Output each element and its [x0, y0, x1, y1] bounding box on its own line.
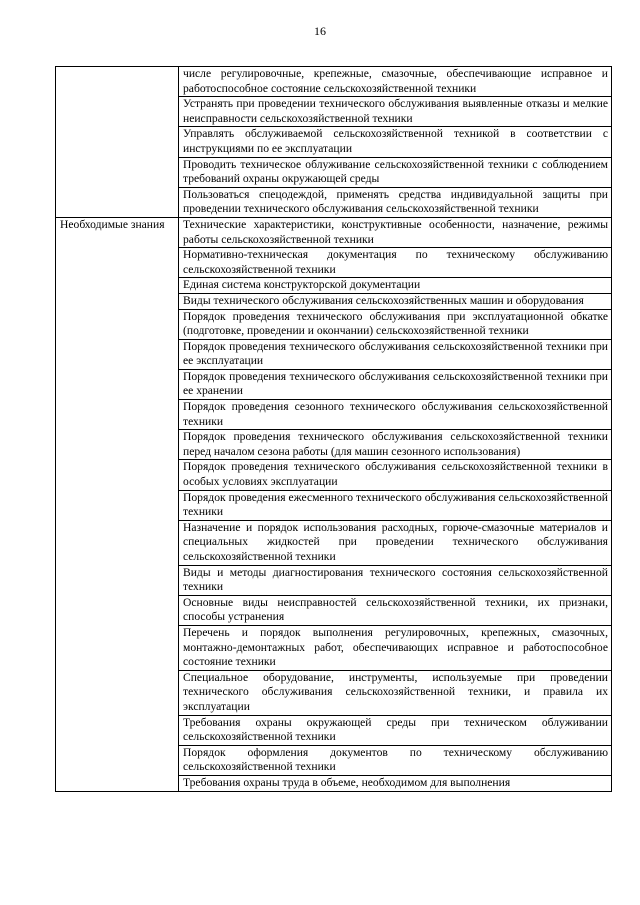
requirement-cell: Управлять обслуживаемой сельскохозяйственной техникой в соответствии с инструкциями по ее эксплуатации — [179, 127, 612, 157]
requirement-cell: Виды технического обслуживания сельскохозяйственных машин и оборудования — [179, 293, 612, 309]
requirement-cell: Порядок проведения технического обслуживания сельскохозяйственной техники при ее хранении — [179, 369, 612, 399]
requirement-cell: Порядок проведения ежесменного технического обслуживания сельскохозяйственной техники — [179, 490, 612, 520]
requirement-cell: Перечень и порядок выполнения регулировочных, крепежных, смазочных, монтажно-демонтажных работ, обеспечивающих исправное и работоспособное состояние техники — [179, 625, 612, 670]
requirement-cell: Специальное оборудование, инструменты, используемые при проведении технического обслуживания сельскохозяйственной техники, и правила их эксплуатации — [179, 670, 612, 715]
requirement-cell: Порядок проведения технического обслуживания сельскохозяйственной техники в особых условиях эксплуатации — [179, 460, 612, 490]
page-number: 16 — [314, 24, 326, 38]
requirement-cell: Виды и методы диагностирования технического состояния сельскохозяйственной техники — [179, 565, 612, 595]
requirement-cell: Пользоваться спецодеждой, применять средства индивидуальной защиты при проведении технического обслуживания сельскохозяйственной техники — [179, 187, 612, 217]
knowledge-label: Необходимые знания — [60, 217, 165, 231]
requirement-cell: Требования охраны окружающей среды при техническом облуживании сельскохозяйственной техники — [179, 715, 612, 745]
requirement-cell: Основные виды неисправностей сельскохозяйственной техники, их признаки, способы устранения — [179, 595, 612, 625]
skills-label-cell — [56, 67, 179, 218]
requirement-cell: Нормативно-техническая документация по техническому обслуживанию сельскохозяйственной техники — [179, 248, 612, 278]
knowledge-label-cell — [56, 217, 179, 791]
requirement-cell: Технические характеристики, конструктивные особенности, назначение, режимы работы сельскохозяйственной техники — [179, 217, 612, 247]
competency-table — [55, 66, 612, 792]
table-row — [56, 67, 612, 97]
requirement-cell: Порядок проведения технического обслуживания сельскохозяйственной техники при ее эксплуатации — [179, 339, 612, 369]
table-row — [56, 217, 612, 247]
requirement-cell: Назначение и порядок использования расходных, горюче-смазочные материалов и специальных жидкостей при проведении технического обслуживания сельскохозяйственной техники — [179, 520, 612, 565]
requirement-cell: Порядок проведения технического обслуживания при эксплуатационной обкатке (подготовке, проведении и окончании) сельскохозяйственной техники — [179, 309, 612, 339]
requirement-cell: Требования охраны труда в объеме, необходимом для выполнения — [179, 775, 612, 791]
requirement-cell: числе регулировочные, крепежные, смазочные, обеспечивающие исправное и работоспособное состояние сельскохозяйственной техники — [179, 67, 612, 97]
requirement-cell: Проводить техническое облуживание сельскохозяйственной техники с соблюдением требований охраны окружающей среды — [179, 157, 612, 187]
requirement-cell: Порядок проведения технического обслуживания сельскохозяйственной техники перед началом сезона работы (для машин сезонного использования) — [179, 430, 612, 460]
requirement-cell: Единая система конструкторской документации — [179, 278, 612, 294]
table-body — [56, 67, 612, 792]
requirement-cell: Порядок проведения сезонного технического обслуживания сельскохозяйственной техники — [179, 400, 612, 430]
requirement-cell: Порядок оформления документов по техническому обслуживанию сельскохозяйственной техники — [179, 745, 612, 775]
requirement-cell: Устранять при проведении технического обслуживания выявленные отказы и мелкие неисправности сельскохозяйственной техники — [179, 97, 612, 127]
